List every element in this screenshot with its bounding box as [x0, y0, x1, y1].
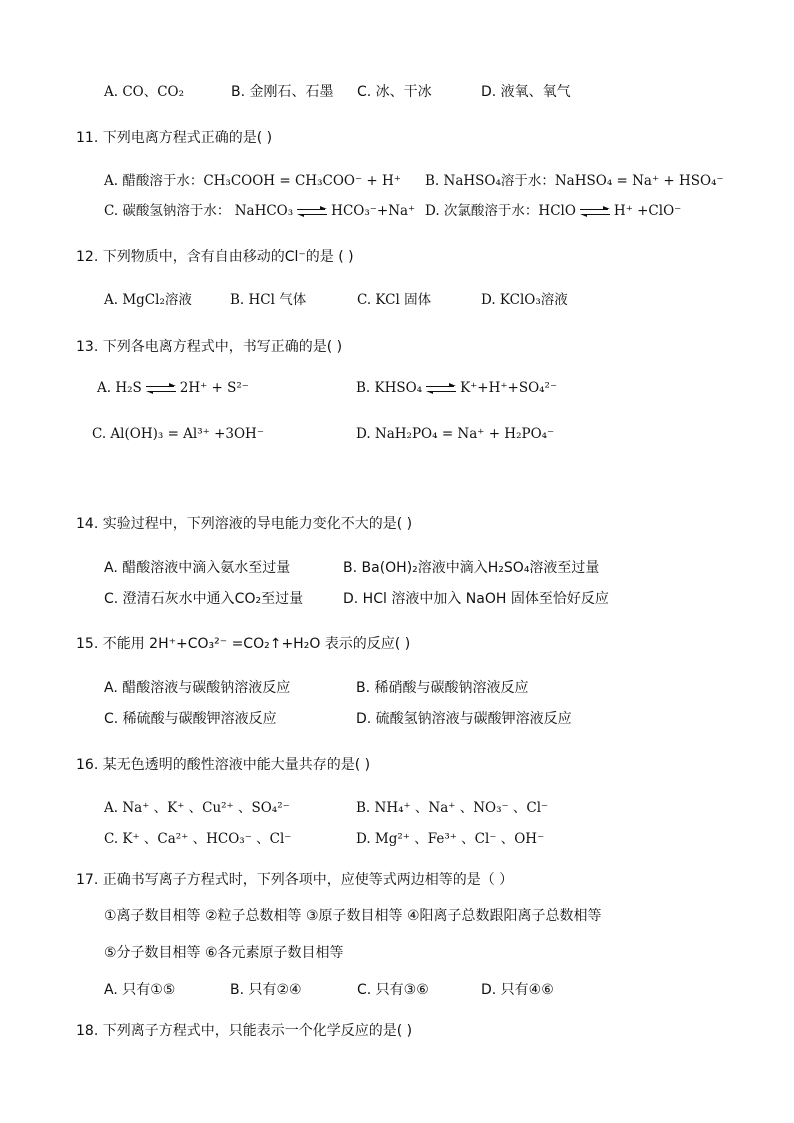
q17-items-line2: ⑤分子数目相等 ⑥各元素原子数目相等 [104, 945, 344, 961]
q11-option-c [104, 205, 415, 219]
question-18-stem: 18. 下列离子方程式中，只能表示一个化学反应的是( ) [76, 1023, 413, 1039]
q15-option-d: D. 硫酸氢钠溶液与碳酸钾溶液反应 [356, 711, 572, 727]
reversible-arrow-icon [297, 207, 327, 217]
q11-d-right: H⁺ +ClO⁻ [613, 203, 682, 219]
q17-option-c: C. 只有③⑥ [357, 982, 429, 998]
q11-option-b: B. NaHSO₄溶于水：NaHSO₄ = Na⁺ + HSO₄⁻ [425, 173, 724, 189]
question-16-stem: 16. 某无色透明的酸性溶液中能大量共存的是( ) [76, 757, 371, 773]
q14-option-c: C. 澄清石灰水中通入CO₂至过量 [104, 591, 304, 607]
q13-option-b [356, 382, 557, 396]
q15-option-c: C. 稀硫酸与碳酸钾溶液反应 [104, 711, 277, 727]
q13-b-left: B. KHSO₄ [356, 380, 423, 396]
q17-option-d: D. 只有④⑥ [481, 982, 554, 998]
q14-option-b: B. Ba(OH)₂溶液中滴入H₂SO₄溶液至过量 [343, 560, 600, 576]
option-d: D. 液氧、氧气 [481, 84, 571, 100]
q16-option-a: A. Na⁺ 、K⁺ 、Cu²⁺ 、SO₄²⁻ [104, 800, 290, 816]
q17-items-line1: ①离子数目相等 ②粒子总数相等 ③原子数目相等 ④阳离子总数跟阳离子总数相等 [104, 908, 602, 924]
q13-a-right: 2H⁺ + S²⁻ [179, 380, 249, 396]
q17-option-a: A. 只有①⑤ [104, 982, 176, 998]
reversible-arrow-icon [426, 384, 456, 394]
q11-option-a: A. 醋酸溶于水：CH₃COOH = CH₃COO⁻ + H⁺ [104, 173, 401, 189]
question-14-stem: 14. 实验过程中，下列溶液的导电能力变化不大的是( ) [76, 516, 413, 532]
question-11-stem: 11. 下列电离方程式正确的是( ) [76, 130, 273, 146]
q12-option-c: C. KCl 固体 [357, 292, 432, 308]
question-17-stem: 17. 正确书写离子方程式时，下列各项中，应使等式两边相等的是（ ） [76, 872, 514, 888]
q16-option-c: C. K⁺ 、Ca²⁺ 、HCO₃⁻ 、Cl⁻ [104, 831, 292, 847]
reversible-arrow-icon [146, 384, 176, 394]
q14-option-d: D. HCl 溶液中加入 NaOH 固体至恰好反应 [343, 591, 609, 607]
question-13-stem: 13. 下列各电离方程式中，书写正确的是( ) [76, 339, 343, 355]
q13-option-c: C. Al(OH)₃ = Al³⁺ +3OH⁻ [92, 426, 264, 442]
q15-option-b: B. 稀硝酸与碳酸钠溶液反应 [356, 680, 529, 696]
q13-b-right: K⁺+H⁺+SO₄²⁻ [460, 380, 558, 396]
q12-option-b: B. HCl 气体 [230, 292, 307, 308]
q16-option-d: D. Mg²⁺ 、Fe³⁺ 、Cl⁻ 、OH⁻ [356, 831, 545, 847]
q11-d-left: D. 次氯酸溶于水：HClO [425, 203, 576, 219]
q13-option-d: D. NaH₂PO₄ = Na⁺ + H₂PO₄⁻ [356, 426, 555, 442]
q11-c-left: C. 碳酸氢钠溶于水： NaHCO₃ [104, 203, 294, 219]
option-c: C. 冰、干冰 [357, 84, 432, 100]
q11-c-right: HCO₃⁻+Na⁺ [331, 203, 416, 219]
q12-option-d: D. KClO₃溶液 [481, 292, 568, 308]
question-12-stem: 12. 下列物质中，含有自由移动的Cl⁻的是 ( ) [76, 249, 354, 265]
option-b: B. 金刚石、石墨 [231, 84, 334, 100]
q14-option-a: A. 醋酸溶液中滴入氨水至过量 [104, 560, 291, 576]
q11-option-d [425, 205, 681, 219]
q16-option-b: B. NH₄⁺ 、Na⁺ 、NO₃⁻ 、Cl⁻ [356, 800, 549, 816]
q17-option-b: B. 只有②④ [230, 982, 302, 998]
question-15-stem: 15. 不能用 2H⁺+CO₃²⁻ =CO₂↑+H₂O 表示的反应( ) [76, 636, 411, 652]
q12-option-a: A. MgCl₂溶液 [104, 292, 192, 308]
reversible-arrow-icon [580, 207, 610, 217]
q15-option-a: A. 醋酸溶液与碳酸钠溶液反应 [104, 680, 291, 696]
option-a: A. CO、CO₂ [104, 84, 185, 100]
q13-a-left: A. H₂S [97, 380, 142, 396]
q13-option-a [97, 382, 249, 396]
